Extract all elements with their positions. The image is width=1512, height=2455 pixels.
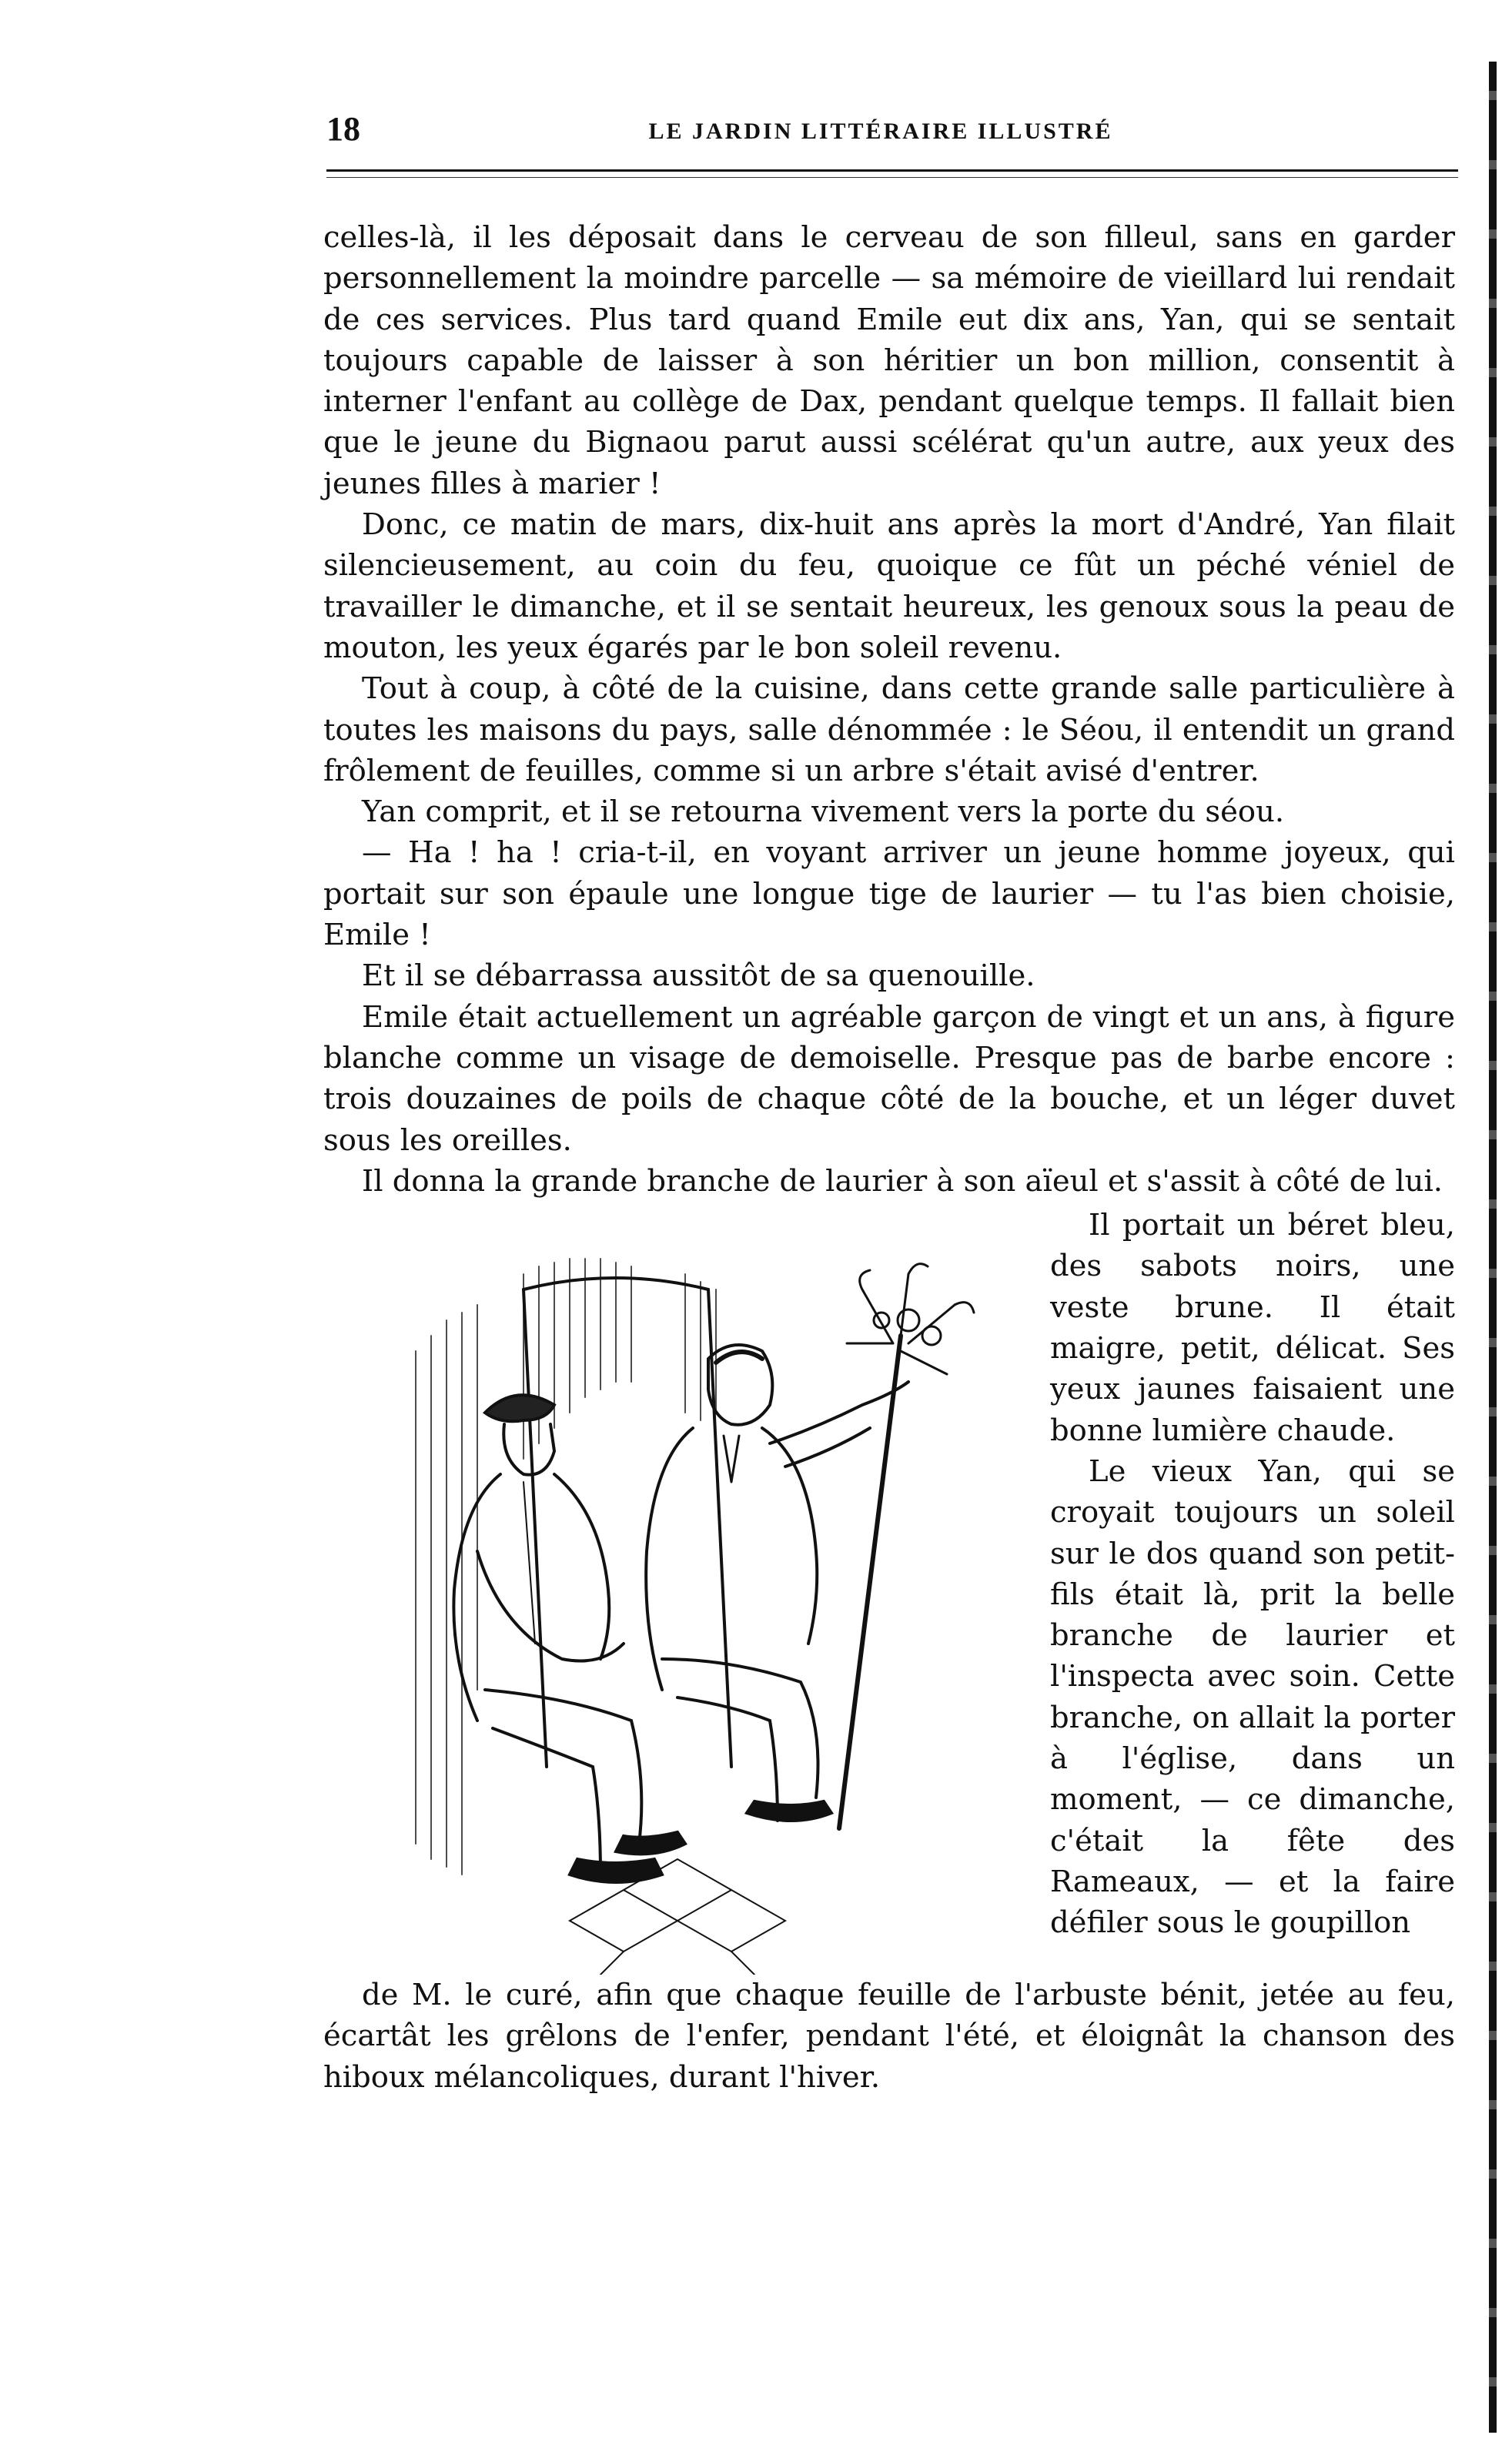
paragraph: Il donna la grande branche de laurier à son aïeul et s'assit à côté de lui. [362,1163,1443,1199]
paragraph: Le vieux Yan, qui se croyait toujours un soleil sur le dos quand son petit-fils était là, prit la belle branche de laurier et l'inspecta avec soin. Cette branche, on allait la porter à l'église, dans un moment, — ce dimanche, c'était la fête des Rameaux, — et la faire défiler sous le goupillon [1050,1453,1455,1941]
body-text [323,217,1455,2098]
illustration-two-men-seated [370,1228,985,1975]
paragraph: celles-là, il les déposait dans le cerveau de son filleul, sans en garder personnellement la moindre parcelle — sa mémoire de vieillard lui rendait de ces services. Plus tard quand Emile eut dix ans, Yan, qui se sentait toujours capable de laisser à son héritier un bon million, consentit à interner l'enfant au collège de Dax, pendant quelque temps. Il fallait bien que le jeune du Bignaou parut aussi scélérat qu'un autre, aux yeux des jeunes filles à marier ! [323,220,1455,501]
paragraph: Tout à coup, à côté de la cuisine, dans cette grande salle particulière à toutes les maisons du pays, salle dénommée : le Séou, il entendit un grand frôlement de feuilles, comme si un arbre s'était avisé d'entrer. [323,671,1455,788]
page-edge-shadow [1489,62,1497,2433]
paragraph-continuation: de M. le curé, afin que chaque feuille de l'arbuste bénit, jetée au feu, écartât les grêlons de l'enfer, pendant l'été, et éloignât la chanson des hiboux mélancoliques, durant l'hiver. [323,1978,1455,2095]
paragraph: Emile était actuellement un agréable garçon de vingt et un ans, à figure blanche comme un visage de demoiselle. Presque pas de barbe encore : trois douzaines de poils de chaque côté de la bouche, et un léger duvet sous les oreilles. [323,999,1455,1158]
paragraph: Et il se débarrassa aussitôt de sa quenouille. [362,958,1035,994]
paragraph: Yan comprit, et il se retourna vivement vers la porte du séou. [362,794,1285,830]
side-text-column [1050,1205,1455,1943]
paragraph: Il portait un béret bleu, des sabots noirs, une veste brune. Il était maigre, petit, délicat. Ses yeux jaunes faisaient une bonne lumière chaude. [1050,1208,1455,1448]
paragraph: — Ha ! ha ! cria-t-il, en voyant arriver un jeune homme joyeux, qui portait sur son épaule une longue tige de laurier — tu l'as bien choisie, Emile ! [323,835,1455,953]
paragraph: Donc, ce matin de mars, dix-huit ans après la mort d'André, Yan filait silencieusement, au coin du feu, quoique ce fût un péché véniel de travailler le dimanche, et il se sentait heureux, les genoux sous la peau de mouton, les yeux égarés par le bon soleil revenu. [323,507,1455,665]
header-rule-thin [326,177,1458,178]
page-header [326,109,1435,156]
page-number: 18 [326,110,360,148]
running-title: LE JARDIN LITTÉRAIRE ILLUSTRÉ [648,119,1113,144]
header-rule [326,169,1458,172]
illustration-block [323,1205,1455,1975]
